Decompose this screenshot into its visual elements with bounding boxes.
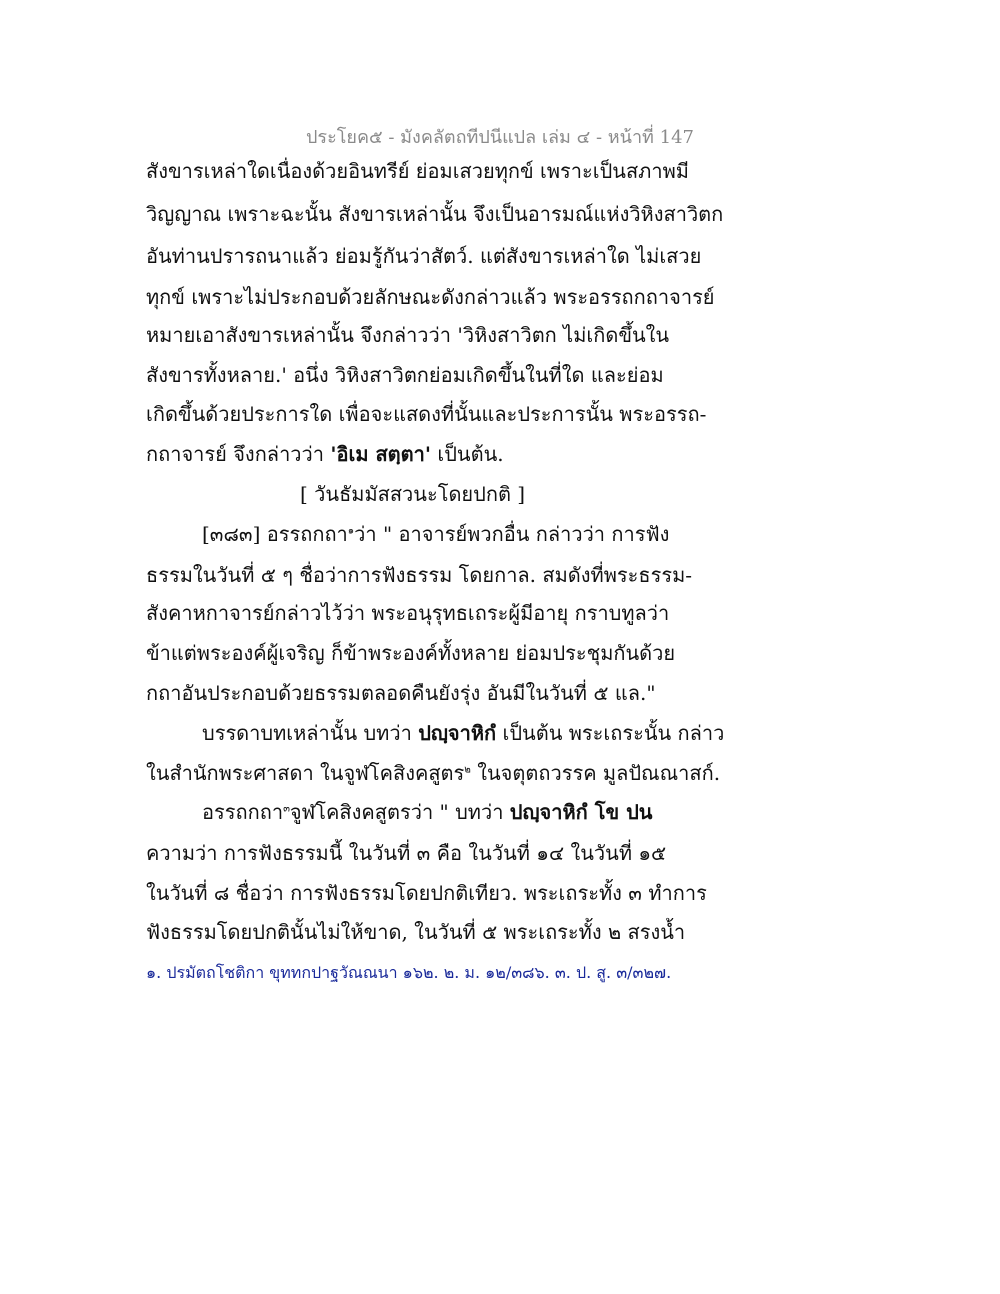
body-line: สังขารเหล่าใดเนื่องด้วยอินทรีย์ ย่อมเสวยทุกข์ เพราะเป็นสภาพมี [146,159,689,183]
body-line: สังคาหกาจารย์กล่าวไว้ว่า พระอนุรุทธเถระผู้มีอายุ กราบทูลว่า [146,601,670,625]
body-line: ความว่า การฟังธรรมนี้ ในวันที่ ๓ คือ ในวันที่ ๑๔ ในวันที่ ๑๕ [146,841,667,865]
footnote-ref: ๒ [464,764,471,776]
body-text: เป็นต้น พระเถระนั้น กล่าว [496,721,725,745]
body-line: อันท่านปรารถนาแล้ว ย่อมรู้กันว่าสัตว์. แต่สังขารเหล่าใด ไม่เสวย [146,244,702,268]
body-line: กถาอันประกอบด้วยธรรมตลอดคืนยังรุ่ง อันมีในวันที่ ๕ แล." [146,681,656,705]
body-line: ทุกข์ เพราะไม่ประกอบด้วยลักษณะดังกล่าวแล้ว พระอรรถกถาจารย์ [146,285,715,309]
body-line [202,802,652,822]
body-line: หมายเอาสังขารเหล่านั้น จึงกล่าวว่า 'วิหิงสาวิตก ไม่เกิดขึ้นใน [146,323,670,347]
body-line: เกิดขึ้นด้วยประการใด เพื่อจะแสดงที่นั้นและประการนั้น พระอรรถ- [146,402,707,426]
running-header [0,122,1000,151]
body-text: ในสำนักพระศาสดา ในจูฬโคสิงคสูตร [146,761,465,785]
body-line [202,524,669,544]
pali-term: ปญฺจาหิกํ [418,721,497,745]
body-text: จูฬโคสิงคสูตรว่า " บทว่า [289,800,510,824]
body-line: ข้าแต่พระองค์ผู้เจริญ ก็ข้าพระองค์ทั้งหลาย ย่อมประชุมกันด้วย [146,641,676,665]
body-text: ว่า " อาจารย์พวกอื่น กล่าวว่า การฟัง [354,522,670,546]
body-line [146,444,504,464]
body-line [146,763,720,783]
body-text: กถาจารย์ จึงกล่าวว่า [146,442,331,466]
body-line: ในวันที่ ๘ ชื่อว่า การฟังธรรมโดยปกติเทียว. พระเถระทั้ง ๓ ทำการ [146,881,707,905]
footnote-ref: ๓ [283,803,290,815]
body-line [202,723,724,743]
body-text: บรรดาบทเหล่านั้น บทว่า [202,721,419,745]
body-text: เป็นต้น. [431,442,504,466]
pali-term: ปญฺจาหิกํ โข ปน [509,800,653,824]
body-text: ในจตุตถวรรค มูลปัณณาสก์. [470,761,721,785]
body-text: [๓๘๓] อรรถกถา [202,522,348,546]
body-line: วิญญาณ เพราะฉะนั้น สังขารเหล่านั้น จึงเป็นอารมณ์แห่งวิหิงสาวิตก [146,202,724,226]
section-heading: [ วันธัมมัสสวนะโดยปกติ ] [300,482,526,506]
body-line: ธรรมในวันที่ ๕ ๆ ชื่อว่าการฟังธรรม โดยกาล. สมดังที่พระธรรม- [146,563,693,587]
body-text: อรรถกถา [202,800,284,824]
body-line: สังขารทั้งหลาย.' อนึ่ง วิหิงสาวิตกย่อมเกิดขึ้นในที่ใด และย่อม [146,363,664,387]
footnotes: ๑. ปรมัตถโชติกา ขุททกปาฐวัณณนา ๑๖๒. ๒. ม. ๑๒/๓๘๖. ๓. ป. สู. ๓/๓๒๗. [146,963,672,982]
header-text: ประโยค๕ - มังคลัตถทีปนีแปล เล่ม ๔ - หน้าที่ 147 [306,127,694,148]
body-line: ฟังธรรมโดยปกตินั้นไม่ให้ขาด, ในวันที่ ๕ พระเถระทั้ง ๒ สรงน้ำ [146,920,686,944]
pali-term: 'อิเม สตฺตา' [330,442,432,466]
footnote-ref: ๑ [347,525,355,537]
